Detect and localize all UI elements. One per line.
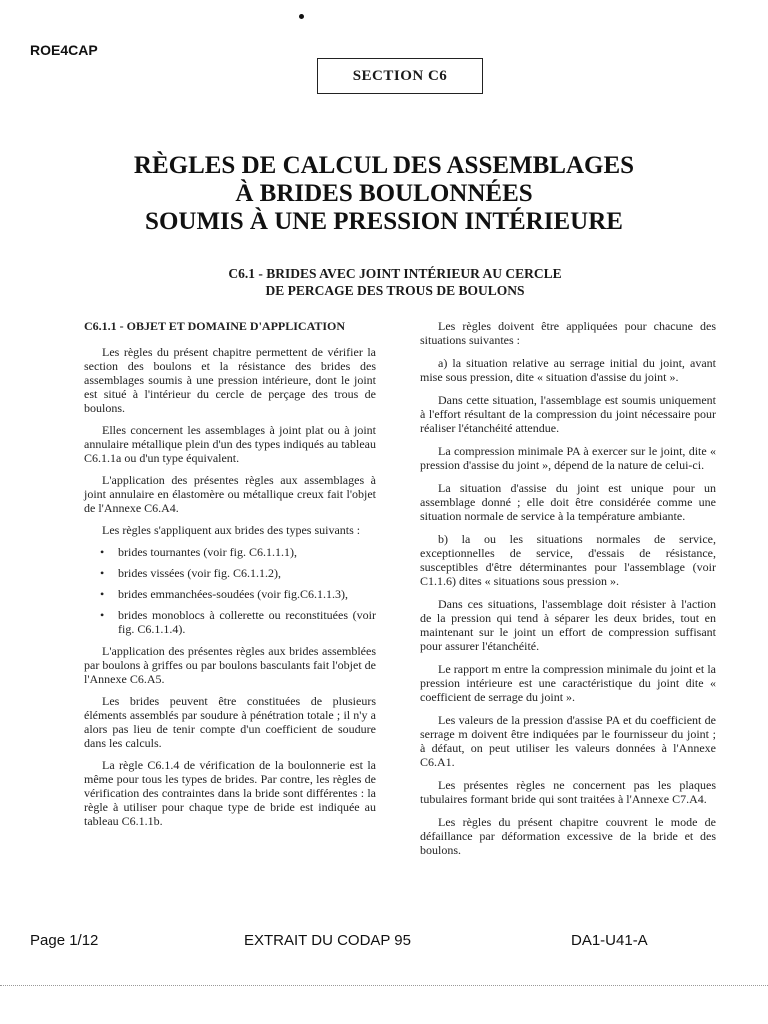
subtitle-line-2: DE PERCAGE DES TROUS DE BOULONS <box>265 283 525 298</box>
paragraph: Les règles du présent chapitre permettent de vérifier la section des boulons et la résistance des brides des assemblages soumis à une pression intérieure, dont le joint est situé à l'intérieur du cercle de perçage des trous de boulons. <box>84 345 376 415</box>
section-subtitle <box>170 265 620 299</box>
paragraph: Les règles s'appliquent aux brides des types suivants : <box>102 523 361 537</box>
bullet-icon: • <box>100 587 105 601</box>
paragraph: Les présentes règles ne concernent pas les plaques tubulaires formant bride qui sont traitées à l'Annexe C7.A4. <box>420 778 716 806</box>
left-column <box>84 319 376 836</box>
paragraph: Elles concernent les assemblages à joint plat ou à joint annulaire métallique plein d'un des types indiqués au tableau C6.1.1a ou d'un type équivalent. <box>84 423 376 465</box>
scan-dot <box>299 14 304 19</box>
main-title <box>80 152 688 236</box>
paragraph: Les règles du présent chapitre couvrent le mode de défaillance par déformation excessive de la bride et des boulons. <box>420 815 716 857</box>
bullet-icon: • <box>100 608 105 622</box>
paragraph: L'application des présentes règles aux assemblages à joint annulaire en élastomère ou métallique creux fait l'objet de l'Annexe C6.A4. <box>84 473 376 515</box>
section-label-box: SECTION C6 <box>317 58 483 94</box>
paragraph: La situation d'assise du joint est unique pour un assemblage donné ; elle doit être considérée comme une situation normale de service à la température ambiante. <box>420 481 716 523</box>
paragraph: Dans ces situations, l'assemblage doit résister à l'action de la pression qui tend à séparer les deux brides, tout en maintenant sur le joint un effort de compression suffisant pour assurer l'étanchéité. <box>420 597 716 653</box>
main-title-line-3: SOUMIS À UNE PRESSION INTÉRIEURE <box>145 208 623 235</box>
main-title-line-2: À BRIDES BOULONNÉES <box>235 180 533 207</box>
list-item-text: brides emmanchées-soudées (voir fig.C6.1.1.3), <box>118 587 348 601</box>
list-item <box>100 608 376 636</box>
paragraph: a) la situation relative au serrage initial du joint, avant mise sous pression, dite « situation d'assise du joint ». <box>420 356 716 384</box>
list-item <box>100 545 376 559</box>
paragraph: La compression minimale PA à exercer sur le joint, dite « pression d'assise du joint », dépend de la nature de celui-ci. <box>420 444 716 472</box>
list-item <box>100 587 376 601</box>
paragraph: Le rapport m entre la compression minimale du joint et la pression intérieure est une caractéristique du joint dite « coefficient de serrage du joint ». <box>420 662 716 704</box>
footer-source: EXTRAIT DU CODAP 95 <box>244 932 411 949</box>
subsection-heading: C6.1.1 - OBJET ET DOMAINE D'APPLICATION <box>84 319 346 333</box>
paragraph: Les règles doivent être appliquées pour chacune des situations suivantes : <box>420 319 716 347</box>
paragraph: Dans cette situation, l'assemblage est soumis uniquement à l'effort résultant de la compression du joint nécessaire pour réaliser l'étanchéité attendue. <box>420 393 716 435</box>
list-item-text: brides tournantes (voir fig. C6.1.1.1), <box>118 545 297 559</box>
paragraph: L'application des présentes règles aux brides assemblées par boulons à griffes ou par boulons basculants fait l'objet de l'Annexe C6.A5. <box>84 644 376 686</box>
flange-types-list <box>84 545 376 636</box>
list-item-text: brides vissées (voir fig. C6.1.1.2), <box>118 566 281 580</box>
footer-reference: DA1-U41-A <box>571 932 648 949</box>
document-reference: ROE4CAP <box>30 42 98 58</box>
paragraph: b) la ou les situations normales de service, exceptionnelles de service, d'essais de résistance, susceptibles d'être déterminantes pour l'assemblage (voir C1.1.6) dites « situations sous pression ». <box>420 532 716 588</box>
paragraph: Les brides peuvent être constituées de plusieurs éléments assemblés par soudure à pénétration totale ; il n'y a alors pas lieu de tenir compte d'un coefficient de soudure dans les calculs. <box>84 694 376 750</box>
bullet-icon: • <box>100 566 105 580</box>
main-title-line-1: RÈGLES DE CALCUL DES ASSEMBLAGES <box>133 152 635 179</box>
list-item <box>100 566 376 580</box>
right-column <box>420 319 716 866</box>
list-item-text: brides monoblocs à collerette ou reconstituées (voir fig. C6.1.1.4). <box>118 608 376 636</box>
subtitle-line-1: C6.1 - BRIDES AVEC JOINT INTÉRIEUR AU CERCLE <box>228 266 562 281</box>
page-number: Page 1/12 <box>30 932 99 949</box>
bottom-divider <box>0 985 768 986</box>
paragraph: La règle C6.1.4 de vérification de la boulonnerie est la même pour tous les types de brides. Par contre, les règles de vérification des contraintes dans la bride sont différentes : la règle à utiliser pour chaque type de bride est indiquée au tableau C6.1.1b. <box>84 758 376 828</box>
paragraph: Les valeurs de la pression d'assise PA et du coefficient de serrage m doivent être indiquées par le fournisseur du joint ; à défaut, on peut utiliser les valeurs données à l'Annexe C6.A1. <box>420 713 716 769</box>
bullet-icon: • <box>100 545 105 559</box>
